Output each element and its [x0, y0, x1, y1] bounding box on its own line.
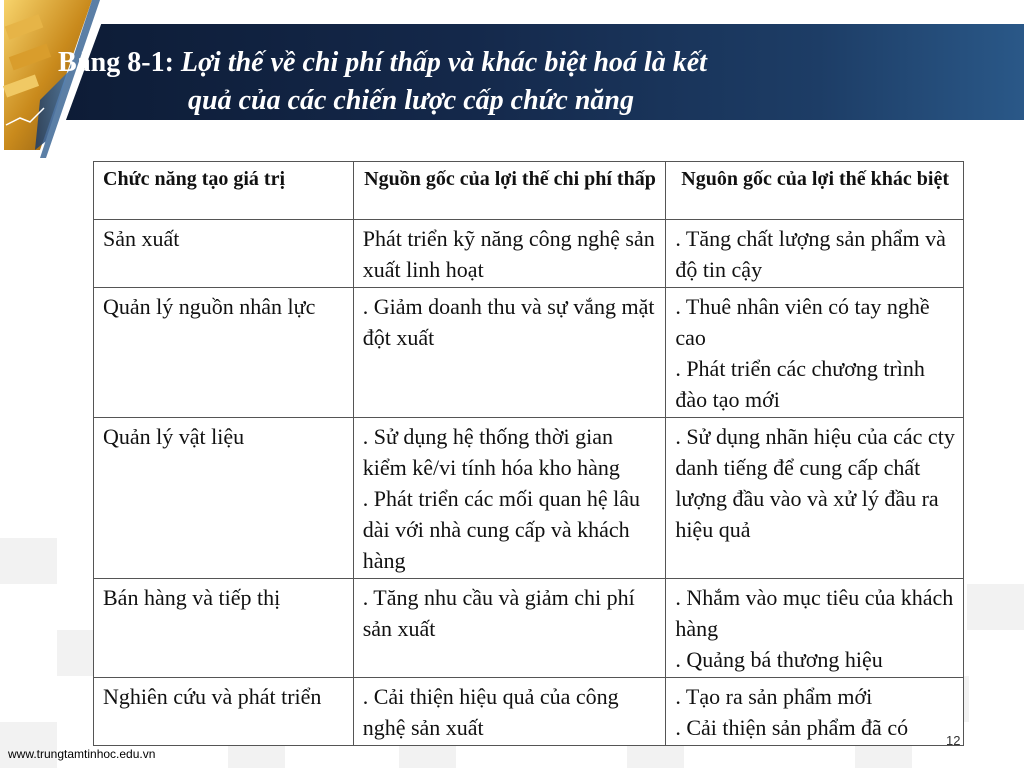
table-row: [94, 678, 964, 746]
cell-cost: . Giảm doanh thu và sự vắng mặt đột xuất: [353, 288, 666, 418]
cell-function: Bán hàng và tiếp thị: [94, 579, 354, 678]
cell-function: Quản lý nguồn nhân lực: [94, 288, 354, 418]
table-row: [94, 288, 964, 418]
cell-cost: . Cải thiện hiệu quả của công nghệ sản xuất: [353, 678, 666, 746]
cell-cost: . Sử dụng hệ thống thời gian kiểm kê/vi tính hóa kho hàng . Phát triển các mối quan hệ lâu dài với nhà cung cấp và khách hàng: [353, 418, 666, 579]
cell-function: Quản lý vật liệu: [94, 418, 354, 579]
header-differentiation-source: Nguôn gốc của lợi thế khác biệt: [666, 162, 964, 220]
cell-cost: Phát triển kỹ năng công nghệ sản xuất linh hoạt: [353, 220, 666, 288]
title-text-line1: Lợi thế về chi phí thấp và khác biệt hoá là kết: [180, 47, 707, 78]
title-text-line2: quả của các chiến lược cấp chức năng: [188, 85, 634, 116]
header-low-cost-source: Nguồn gốc của lợi thế chi phí thấp: [353, 162, 666, 220]
page-number: 12: [946, 733, 961, 748]
strategy-table: [93, 161, 964, 746]
footer-url[interactable]: www.trungtamtinhoc.edu.vn: [8, 747, 156, 761]
cell-diff: . Nhắm vào mục tiêu của khách hàng . Quảng bá thương hiệu: [666, 579, 964, 678]
table-header-row: [94, 162, 964, 220]
table-row: [94, 579, 964, 678]
table-row: [94, 220, 964, 288]
title-label: Bảng 8-1:: [58, 47, 174, 78]
header-value-function: Chức năng tạo giá trị: [94, 162, 354, 220]
cell-function: Sản xuất: [94, 220, 354, 288]
cell-diff: . Thuê nhân viên có tay nghề cao . Phát triển các chương trình đào tạo mới: [666, 288, 964, 418]
cell-diff: . Sử dụng nhãn hiệu của các cty danh tiếng để cung cấp chất lượng đầu vào và xử lý đầu ra hiệu quả: [666, 418, 964, 579]
table-row: [94, 418, 964, 579]
cell-diff: . Tạo ra sản phẩm mới . Cải thiện sản phẩm đã có: [666, 678, 964, 746]
cell-cost: . Tăng nhu cầu và giảm chi phí sản xuất: [353, 579, 666, 678]
cell-function: Nghiên cứu và phát triển: [94, 678, 354, 746]
cell-diff: . Tăng chất lượng sản phẩm và độ tin cậy: [666, 220, 964, 288]
slide-title: [58, 44, 938, 120]
